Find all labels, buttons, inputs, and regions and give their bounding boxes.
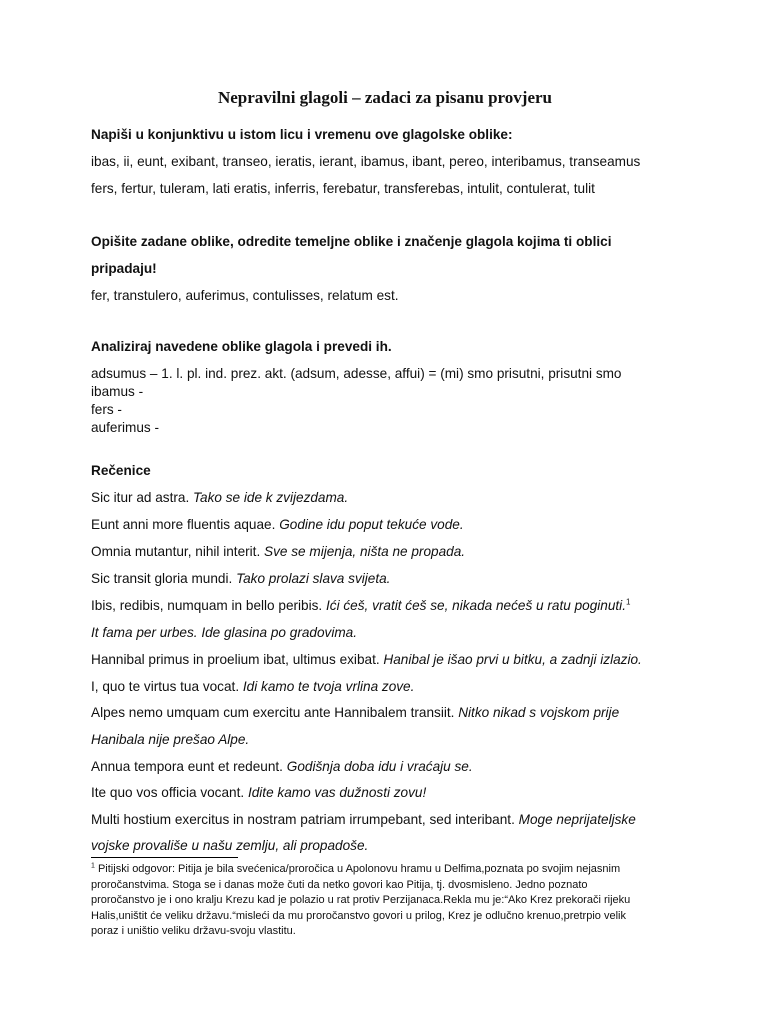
task1-line2: fers, fertur, tuleram, lati eratis, inferris, ferebatur, transferebas, intulit, contulerat, tulit — [91, 181, 595, 196]
task3-example: adsumus – 1. l. pl. ind. prez. akt. (adsum, adesse, affui) = (mi) smo prisutni, prisutni smo — [91, 366, 622, 381]
task3-item1: ibamus - — [91, 384, 144, 399]
task3-item2: fers - — [91, 402, 122, 417]
sentence-croatian: Hanibal je išao prvi u bitku, a zadnji izlazio. — [383, 652, 642, 667]
task2-heading-line1: Opišite zadane oblike, odredite temeljne oblike i značenje glagola kojima ti oblici — [91, 234, 612, 249]
task1-heading: Napiši u konjunktivu u istom licu i vremenu ove glagolske oblike: — [91, 127, 513, 142]
sentence-8 — [91, 678, 414, 696]
footnote-text: Pitijski odgovor: Pitija je bila svećenica/proročica u Apolonovu hramu u Delfima,poznata po svojim nejasnim — [97, 863, 621, 875]
sentence-croatian: Tako se ide k zvijezdama. — [193, 490, 349, 505]
sentence-11 — [91, 784, 426, 802]
sentence-latin: Ite quo vos officia vocant. — [91, 785, 245, 800]
task3-item3: auferimus - — [91, 420, 159, 435]
page-title: Nepravilni glagoli – zadaci za pisanu provjeru — [217, 88, 553, 107]
footnote-line: proročanstvo je i ono kralju Krezu kad je polazio u rat protiv Perzijanaca.Rekla mu je:“Ako Krez prekorači rijeku — [91, 894, 631, 906]
task3-heading: Analiziraj navedene oblike glagola i prevedi ih. — [91, 339, 392, 354]
footnote-line: poraz i uništio veliku državu-svoju vlastitu. — [91, 925, 296, 937]
footnote-line: Halis,uništit će veliku državu.“misleći da mu proročanstvo govori u prilog, Krez je odlučno krenuo,pretrpio velik — [91, 909, 626, 922]
task2-line1: fer, transtulero, auferimus, contulisses, relatum est. — [91, 288, 399, 303]
footnote — [91, 862, 691, 940]
sentence-latin: Eunt anni more fluentis aquae. — [91, 517, 276, 532]
sentence-croatian: Idite kamo vas dužnosti zovu! — [247, 785, 427, 800]
sentence-croatian: Idi kamo te tvoja vrlina zove. — [242, 679, 415, 694]
task2-heading-line2: pripadaju! — [91, 261, 157, 276]
sentence-croatian: Godine idu poput tekuće vode. — [279, 517, 464, 532]
footnote-line: proročanstvima. Stoga se i danas može čuti da netko govori kao Pitija, tj. dvosmisleno. Jedno poznato — [91, 878, 588, 891]
sentence-10 — [91, 758, 473, 776]
sentence-croatian: Tako prolazi slava svijeta. — [236, 571, 391, 586]
sentence-croatian: Ići ćeš, vratit ćeš se, nikada nećeš u ratu poginuti. — [326, 598, 626, 613]
sentence-latin: Multi hostium exercitus in nostram patriam irrumpebant, sed interibant. — [91, 812, 515, 827]
sentence-6 — [91, 624, 357, 642]
sentence-latin: Hannibal primus in proelium ibat, ultimus exibat. — [91, 652, 380, 667]
sentence-croatian: Sve se mijenja, ništa ne propada. — [264, 544, 466, 559]
sentence-latin: Sic transit gloria mundi. — [91, 571, 233, 586]
sentence-latin: Ibis, redibis, numquam in bello peribis. — [91, 598, 323, 613]
sentence-7 — [91, 651, 642, 669]
sentence-3 — [91, 543, 465, 561]
footnote-line — [91, 862, 691, 878]
task1-line1: ibas, ii, eunt, exibant, transeo, ieratis, ierant, ibamus, ibant, pereo, interibamus, transeamus — [91, 154, 641, 169]
footnote-mark: 1 — [91, 862, 95, 870]
sentence-latin: Alpes nemo umquam cum exercitu ante Hannibalem transiit. — [91, 705, 455, 720]
sentence-12 — [91, 811, 636, 829]
footnote-reference[interactable]: 1 — [625, 597, 631, 607]
sentence-1 — [91, 489, 348, 507]
sentence-5 — [91, 597, 630, 615]
sentence-latin: It fama per urbes. — [91, 625, 198, 640]
sentence-9-continued: Hanibala nije prešao Alpe. — [91, 732, 250, 747]
sentence-croatian: Ide glasina po gradovima. — [201, 625, 357, 640]
sentence-12-continued: vojske provališe u našu zemlju, ali propadoše. — [91, 838, 369, 853]
sentences-heading: Rečenice — [91, 463, 151, 478]
sentence-4 — [91, 570, 390, 588]
sentence-latin: Omnia mutantur, nihil interit. — [91, 544, 261, 559]
sentence-9 — [91, 704, 619, 722]
sentence-2 — [91, 516, 464, 534]
sentence-latin: Annua tempora eunt et redeunt. — [91, 759, 283, 774]
sentence-croatian: Godišnja doba idu i vraćaju se. — [286, 759, 473, 774]
sentence-latin: Sic itur ad astra. — [91, 490, 190, 505]
sentence-croatian: Moge neprijateljske — [518, 812, 636, 827]
sentence-latin: I, quo te virtus tua vocat. — [91, 679, 240, 694]
sentence-croatian: Nitko nikad s vojskom prije — [458, 705, 620, 720]
footnote-divider — [91, 857, 238, 858]
